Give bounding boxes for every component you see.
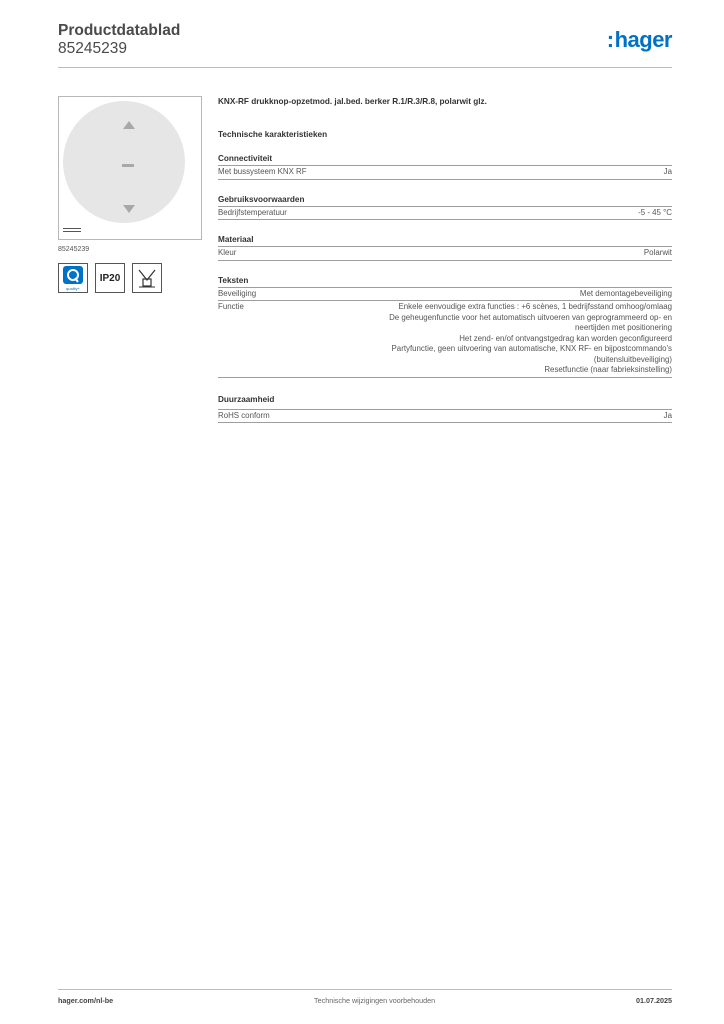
- footer-date: 01.07.2025: [636, 996, 672, 1005]
- section-title: Duurzaamheid: [218, 394, 672, 410]
- footer-notice: Technische wijzigingen voorbehouden: [314, 996, 436, 1005]
- arrow-down-icon: [123, 205, 135, 213]
- product-reference: 85245239: [58, 246, 90, 253]
- section-connectiviteit: [218, 153, 672, 180]
- arrow-up-icon: [123, 121, 135, 129]
- product-type-badge: [132, 263, 162, 293]
- scale-icon: [63, 228, 81, 232]
- spec-row: Kleur Polarwit: [218, 247, 672, 261]
- spec-row: Bedrijfstemperatuur -5 - 45 °C: [218, 207, 672, 221]
- section-materiaal: [218, 234, 672, 261]
- product-panel: [58, 96, 202, 293]
- page-footer: [58, 989, 672, 1005]
- specs-panel: [218, 96, 672, 423]
- spec-row: RoHS conform Ja: [218, 410, 672, 424]
- section-title: Teksten: [218, 275, 672, 288]
- spec-row: Beveiliging Met demontagebeveiliging: [218, 288, 672, 302]
- hager-logo[interactable]: :hager: [606, 27, 672, 52]
- pushbutton-face: [63, 101, 185, 223]
- page-header: [58, 22, 672, 68]
- tech-heading: Technische karakteristieken: [218, 130, 328, 139]
- section-title: Gebruiksvoorwaarden: [218, 194, 672, 207]
- spec-row: Functie Enkele eenvoudige extra functies : +6 scènes, 1 bedrijfsstand omhoog/omlaag De geheugenfunctie voor het automatisch uitvoeren van geprogrammeerd op- en neertijden met positionering Het zend- en/of ontvangstgedrag kan worden geconfigureerd Partyfunctie, geen uitvoering van automatische, KNX RF- en bijpostcommando's (buitensluitbeveiliging) Resetfunctie (naar fabrieksinstelling): [218, 301, 672, 378]
- quality-badge-icon: [61, 265, 85, 291]
- spec-row: Met bussysteem KNX RF Ja: [218, 166, 672, 180]
- certification-badges: [58, 263, 202, 293]
- quality-badge: [58, 263, 88, 293]
- product-number: 85245239: [58, 40, 127, 57]
- stop-dash-icon: [122, 164, 134, 167]
- ip-rating-badge: IP20: [95, 263, 125, 293]
- section-title: Materiaal: [218, 234, 672, 247]
- section-duurzaamheid: [218, 394, 672, 424]
- page-title: Productdatablad: [58, 22, 181, 39]
- section-teksten: [218, 275, 672, 378]
- product-type-icon: [136, 267, 158, 289]
- section-title: Connectiviteit: [218, 153, 672, 166]
- section-gebruiksvoorwaarden: [218, 194, 672, 221]
- product-image: [58, 96, 202, 240]
- product-description: KNX-RF drukknop-opzetmod. jal.bed. berker R.1/R.3/R.8, polarwit glz.: [218, 97, 487, 106]
- svg-text:quality+: quality+: [66, 286, 80, 291]
- footer-website-link[interactable]: hager.com/nl-be: [58, 996, 114, 1005]
